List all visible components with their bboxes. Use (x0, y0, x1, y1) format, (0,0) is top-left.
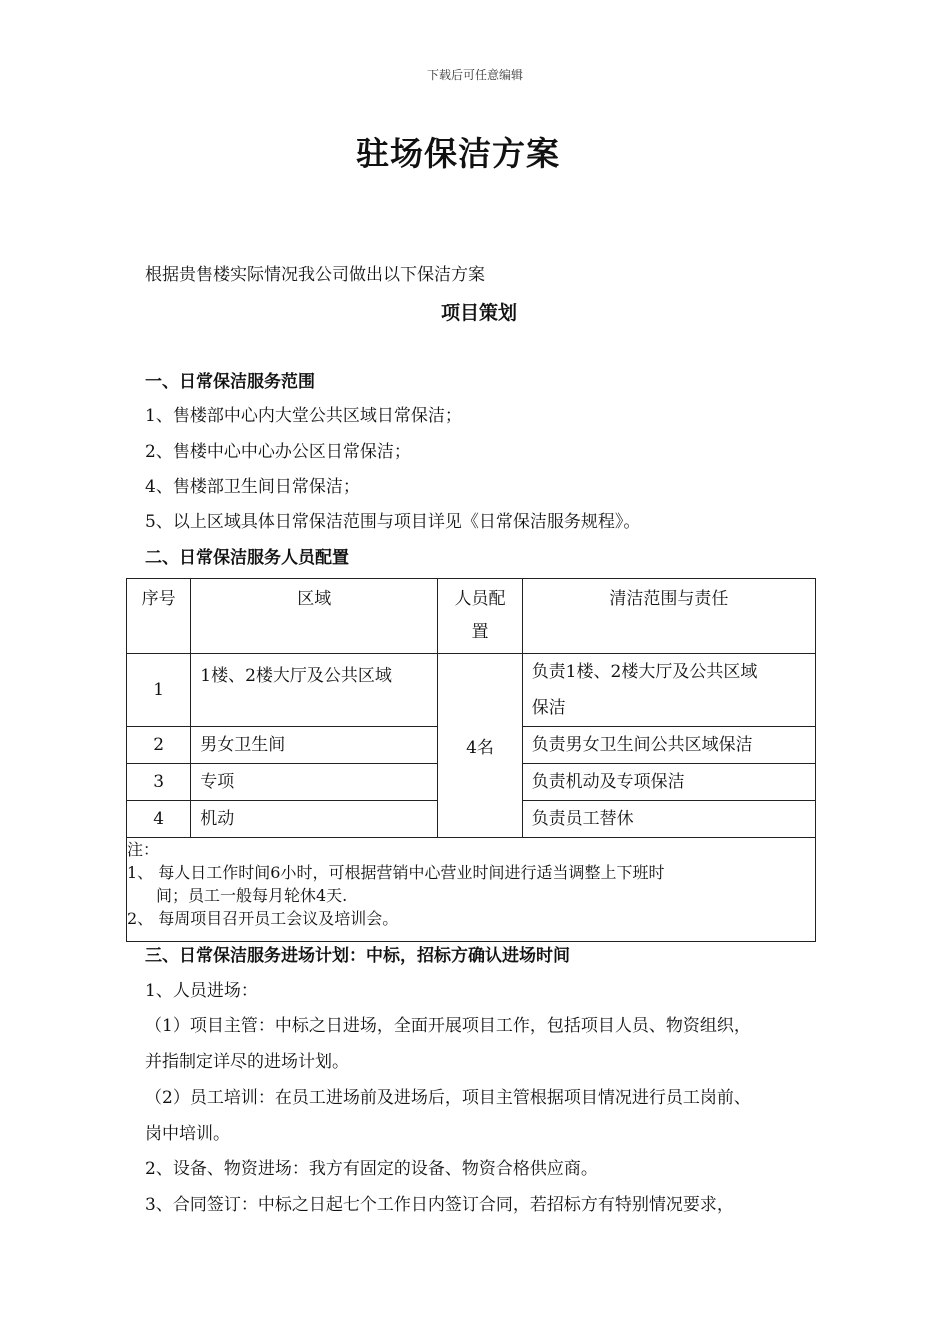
subtitle: 项目策划 (440, 302, 517, 324)
note-line: 1、 每人日工作时间6小时，可根据营销中心营业时间进行适当调整上下班时 (127, 863, 665, 882)
row-scope: 负责1楼、2楼大厅及公共区域 保洁 (522, 654, 815, 727)
row-scope: 负责男女卫生间公共区域保洁 (522, 727, 815, 764)
table-note (127, 838, 816, 942)
section3-line: 并指制定详尽的进场计划。 (145, 1052, 349, 1072)
row-scope: 负责员工替休 (522, 801, 815, 838)
row-no: 4 (127, 801, 191, 838)
section3-line: （1）项目主管：中标之日进场，全面开展项目工作，包括项目人员、物资组织， (145, 1016, 751, 1036)
document-title: 驻场保洁方案 (356, 134, 560, 173)
section3-line: 3、合同签订：中标之日起七个工作日内签订合同，若招标方有特别情况要求， (145, 1195, 734, 1215)
row-area: 机动 (191, 801, 438, 838)
section1-item: 1、售楼部中心内大堂公共区域日常保洁； (145, 406, 462, 426)
header-note: 下载后可任意编辑 (426, 68, 523, 82)
intro-text: 根据贵售楼实际情况我公司做出以下保洁方案 (145, 265, 485, 285)
note-line: 2、 每周项目召开员工会议及培训会。 (127, 909, 399, 928)
header-cell-scope: 清洁范围与责任 (522, 579, 815, 654)
table-row (127, 654, 816, 727)
header-cell-no: 序号 (127, 579, 191, 654)
section3-line: （2）员工培训：在员工进场前及进场后，项目主管根据项目情况进行员工岗前、 (145, 1088, 751, 1108)
section1-item: 2、售楼中心中心办公区日常保洁； (145, 442, 411, 462)
section1-item: 5、以上区域具体日常保洁范围与项目详见《日常保洁服务规程》。 (145, 512, 641, 532)
people-total: 4名 (438, 654, 522, 838)
row-no: 1 (127, 654, 191, 727)
row-scope: 负责机动及专项保洁 (522, 764, 815, 801)
row-no: 2 (127, 727, 191, 764)
header-cell-area: 区域 (191, 579, 438, 654)
row-no: 3 (127, 764, 191, 801)
section3-line: 2、设备、物资进场：我方有固定的设备、物资合格供应商。 (145, 1159, 598, 1179)
section2-heading: 二、日常保洁服务人员配置 (145, 548, 349, 568)
section3-line: 1、人员进场： (145, 981, 258, 1001)
section3-line: 岗中培训。 (145, 1124, 230, 1144)
row-area: 1楼、2楼大厅及公共区域 (191, 654, 438, 727)
table-note-row (127, 838, 816, 942)
header-cell-people: 人员配 置 (438, 579, 522, 654)
staff-table (126, 578, 816, 942)
section1-item: 4、售楼部卫生间日常保洁； (145, 477, 360, 497)
table-header-row (127, 579, 816, 654)
row-area: 男女卫生间 (191, 727, 438, 764)
note-line: 间；员工一般每月轮休4天. (156, 886, 348, 905)
section3-heading: 三、日常保洁服务进场计划：中标，招标方确认进场时间 (145, 946, 570, 966)
section1-heading: 一、日常保洁服务范围 (145, 372, 315, 392)
row-area: 专项 (191, 764, 438, 801)
note-label: 注： (127, 840, 160, 859)
